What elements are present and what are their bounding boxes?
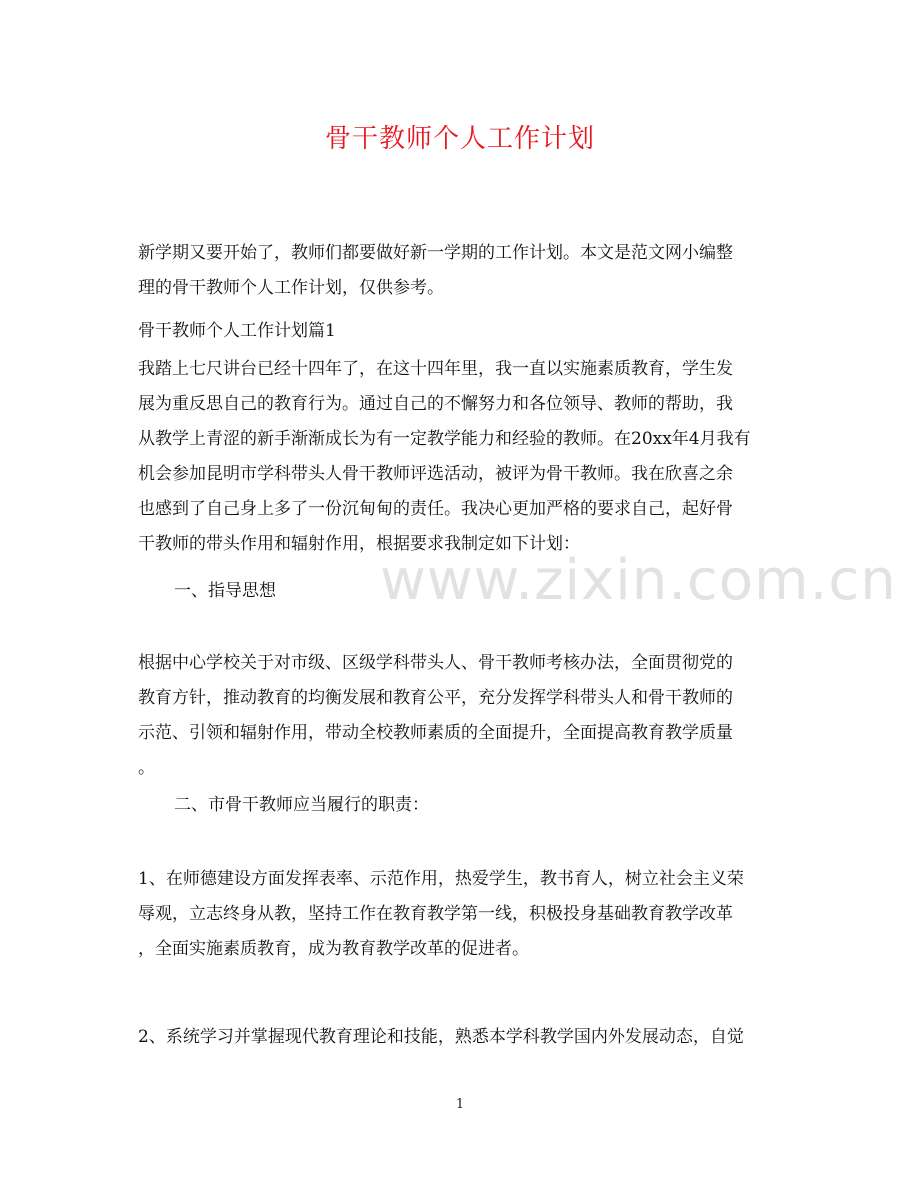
- text-line: ，全面实施素质教育，成为教育教学改革的促进者。: [138, 939, 529, 959]
- heading-duties: [138, 788, 824, 823]
- page-number: 1: [455, 1097, 465, 1112]
- text-line: 我踏上七尺讲台已经十四年了，在这十四年里，我一直以实施素质教育，学生发: [138, 359, 733, 379]
- list-item-1: [138, 862, 788, 967]
- text-line: 干教师的带头作用和辐射作用，根据要求我制定如下计划：: [138, 534, 580, 554]
- text-line: 1、在师德建设方面发挥表率、示范作用，热爱学生，教书育人，树立社会主义荣: [138, 869, 744, 889]
- list-item-2: [138, 1020, 788, 1055]
- paragraph-2: [138, 646, 788, 786]
- section-heading-text: 骨干教师个人工作计划篇1: [138, 321, 336, 341]
- text-line: 根据中心学校关于对市级、区级学科带头人、骨干教师考核办法，全面贯彻党的: [138, 653, 733, 673]
- intro-paragraph: [138, 236, 788, 306]
- text-line: 理的骨干教师个人工作计划，仅供参考。: [138, 278, 444, 298]
- text-line: 辱观，立志终身从教，坚持工作在教育教学第一线，积极投身基础教育教学改革: [138, 904, 733, 924]
- heading-text: 二、市骨干教师应当履行的职责：: [174, 795, 429, 815]
- text-line: 展为重反思自己的教育行为。通过自己的不懈努力和各位领导、教师的帮助，我: [138, 394, 733, 414]
- watermark: www.zixin.com.cn: [380, 548, 897, 613]
- text-line: 也感到了自己身上多了一份沉甸甸的责任。我决心更加严格的要求自己，起好骨: [138, 499, 733, 519]
- text-line: 2、系统学习并掌握现代教育理论和技能，熟悉本学科教学国内外发展动态，自觉: [138, 1027, 744, 1047]
- text-line: 新学期又要开始了，教师们都要做好新一学期的工作计划。本文是范文网小编整: [138, 243, 733, 263]
- paragraph-1: [138, 352, 788, 562]
- text-line: 从教学上青涩的新手渐渐成长为有一定教学能力和经验的教师。在20xx年4月我有: [138, 429, 751, 449]
- heading-guiding-thought: [138, 574, 824, 609]
- heading-text: 一、指导思想: [174, 581, 276, 601]
- section-heading: [138, 314, 788, 349]
- text-line: 。: [138, 758, 155, 778]
- document-title: 骨干教师个人工作计划: [324, 124, 595, 154]
- text-line: 机会参加昆明市学科带头人骨干教师评选活动，被评为骨干教师。我在欣喜之余: [138, 464, 733, 484]
- text-line: 示范、引领和辐射作用，带动全校教师素质的全面提升，全面提高教育教学质量: [138, 723, 733, 743]
- text-line: 教育方针，推动教育的均衡发展和教育公平，充分发挥学科带头人和骨干教师的: [138, 688, 733, 708]
